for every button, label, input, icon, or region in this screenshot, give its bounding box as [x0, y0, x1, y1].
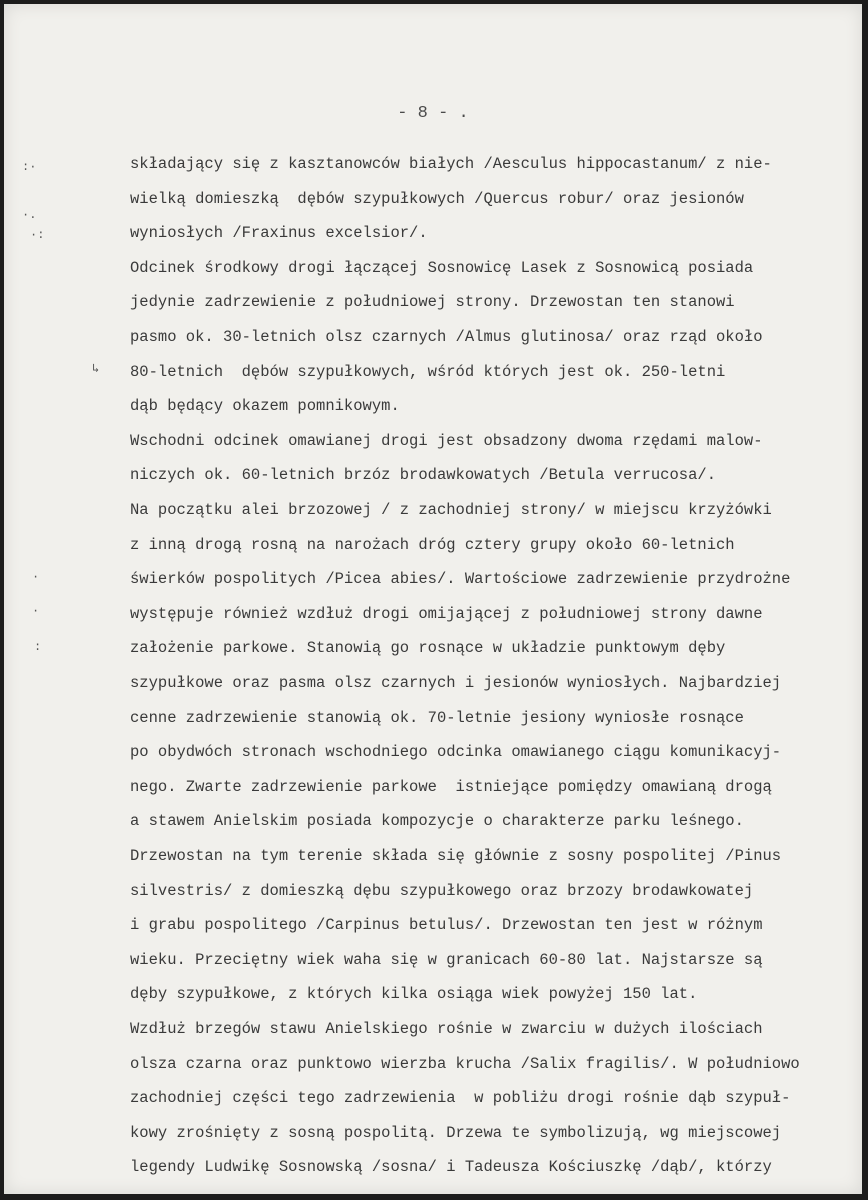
text-line: 80-letnich dębów szypułkowych, wśród których jest ok. 250-letni: [130, 362, 726, 381]
margin-mark: ·:: [30, 228, 45, 242]
margin-mark: ↳: [92, 362, 100, 376]
text-line: wyniosłych /Fraxinus excelsior/.: [130, 224, 428, 243]
margin-mark: ·: [32, 604, 40, 618]
text-line: zachodniej części tego zadrzewienia w pobliżu drogi rośnie dąb szypuł-: [130, 1089, 791, 1108]
text-line: po obydwóch stronach wschodniego odcinka omawianego ciągu komunikacyj-: [130, 743, 782, 762]
text-line: a stawem Anielskim posiada kompozycje o charakterze parku leśnego.: [130, 812, 744, 831]
text-line: występuje również wzdłuż drogi omijającej z południowej strony dawne: [130, 604, 763, 623]
text-line: z inną drogą rosną na narożach dróg cztery grupy około 60-letnich: [130, 535, 735, 554]
text-line: nego. Zwarte zadrzewienie parkowe istniejące pomiędzy omawianą drogą: [130, 777, 772, 796]
text-line: niczych ok. 60-letnich brzóz brodawkowatych /Betula verrucosa/.: [130, 466, 716, 485]
margin-mark: :·: [22, 160, 37, 174]
margin-mark: ·.: [22, 208, 37, 222]
text-line: i grabu pospolitego /Carpinus betulus/. Drzewostan ten jest w różnym: [130, 916, 763, 935]
text-line: Odcinek środkowy drogi łączącej Sosnowicę Lasek z Sosnowicą posiada: [130, 258, 754, 277]
text-line: Drzewostan na tym terenie składa się głównie z sosny pospolitej /Pinus: [130, 847, 782, 865]
text-line: wieku. Przeciętny wiek waha się w granicach 60-80 lat. Najstarsze są: [130, 950, 763, 969]
text-line: kowy zrośnięty z sosną pospolitą. Drzewa te symbolizują, wg miejscowej: [130, 1123, 782, 1142]
text-line: założenie parkowe. Stanowią go rosnące w układzie punktowym dęby: [130, 639, 726, 658]
text-line: Wzdłuż brzegów stawu Anielskiego rośnie w zwarciu w dużych ilościach: [130, 1020, 763, 1038]
text-line: świerków pospolitych /Picea abies/. Wartościowe zadrzewienie przydrożne: [130, 570, 791, 589]
text-line: jedynie zadrzewienie z południowej strony. Drzewostan ten stanowi: [130, 293, 735, 312]
text-line: szypułkowe oraz pasma olsz czarnych i jesionów wyniosłych. Najbardziej: [130, 674, 782, 692]
text-line: cenne zadrzewienie stanowią ok. 70-letnie jesiony wyniosłe rosnące: [130, 708, 744, 727]
text-line: Wschodni odcinek omawianej drogi jest obsadzony dwoma rzędami malow-: [130, 431, 763, 450]
text-line: składający się z kasztanowców białych /Aesculus hippocastanum/ z nie-: [130, 155, 772, 173]
page-number: - 8 - .: [397, 104, 469, 123]
text-line: legendy Ludwikę Sosnowską /sosna/ i Tadeusza Kościuszkę /dąb/, którzy: [130, 1158, 772, 1177]
text-line: olsza czarna oraz punktowo wierzba krucha /Salix fragilis/. W południowo: [130, 1054, 800, 1073]
text-line: wielką domieszką dębów szypułkowych /Quercus robur/ oraz jesionów: [130, 189, 744, 208]
text-line: silvestris/ z domieszką dębu szypułkowego oraz brzozy brodawkowatej: [130, 881, 754, 900]
text-line: Na początku alei brzozowej / z zachodniej strony/ w miejscu krzyżówki: [130, 501, 772, 519]
margin-mark: ·: [32, 570, 40, 584]
text-line: dąb będący okazem pomnikowym.: [130, 397, 400, 416]
text-line: dęby szypułkowe, z których kilka osiąga wiek powyżej 150 lat.: [130, 985, 698, 1004]
text-line: pasmo ok. 30-letnich olsz czarnych /Almus glutinosa/ oraz rząd około: [130, 328, 763, 346]
document-page: [4, 4, 862, 1194]
margin-mark: :: [34, 640, 42, 654]
